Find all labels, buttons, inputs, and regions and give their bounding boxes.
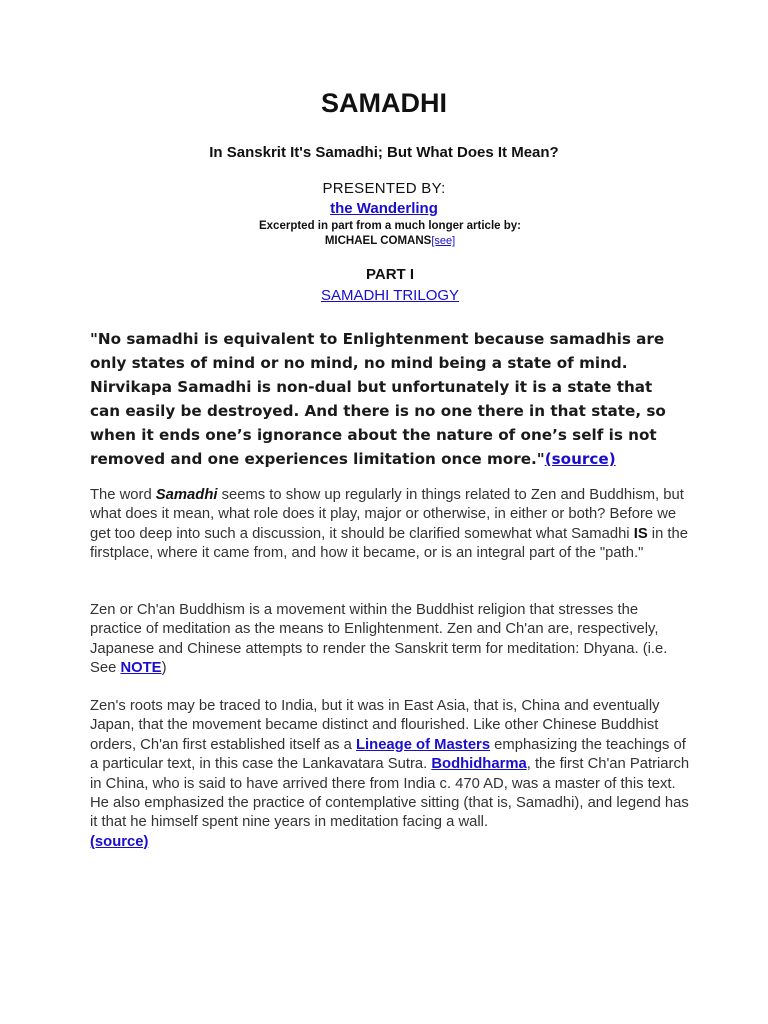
excerpt-line: Excerpted in part from a much longer article by: (258, 220, 521, 232)
bodhidharma-link[interactable]: Bodhidharma (431, 756, 527, 773)
author-link[interactable]: the Wanderling (330, 200, 438, 217)
p1-middle: seems to show up regularly in things related to Zen and Buddhism, but what does it mean, what role does it play, major or otherwise, in either or both? Before we get too deep into such a discussion, it should be clarified somewhat what Samadhi (90, 487, 684, 542)
p2-end: ) (161, 660, 167, 677)
excerpt-note (0, 219, 768, 249)
author-line (0, 200, 768, 217)
p3-source-link[interactable]: (source) (90, 833, 149, 850)
part-heading: PART I (365, 266, 415, 283)
p1-before: The word (90, 487, 156, 503)
paragraph-samadhi-intro (90, 486, 690, 564)
page-subtitle: In Sanskrit It's Samadhi; But What Does It Mean? (209, 144, 559, 161)
p1-term: Samadhi (155, 487, 218, 503)
see-link[interactable]: [see] (431, 235, 456, 247)
paragraph-zen-roots (90, 697, 690, 852)
block-quote (90, 327, 680, 471)
excerpt-author: MICHAEL COMANS (324, 235, 432, 247)
p1-after: in the firstplace, where it came from, and how it became, or is an integral part of the "path." (90, 525, 688, 562)
trilogy-line (0, 287, 768, 304)
page-title: SAMADHI (321, 88, 447, 118)
lineage-link[interactable]: Lineage of Masters (356, 736, 491, 753)
quote-text: "No samadhi is equivalent to Enlightenment because samadhis are only states of mind or no mind, no mind being a state of mind. Nirvikapa Samadhi is non-dual but unfortunately it is a state that can easily be destroyed. And there is no one there in that state, so when it ends one’s ignorance about the nature of one’s self is not removed and one experiences limitation once more." (90, 330, 666, 468)
p1-emphasis: IS (633, 525, 648, 542)
excerpt-author-line (0, 234, 768, 249)
trilogy-link[interactable]: SAMADHI TRILOGY (320, 287, 460, 304)
note-link[interactable]: NOTE (120, 660, 162, 677)
presented-by-label: PRESENTED BY: (322, 180, 446, 197)
p3-middle: emphasizing the teachings of a particular text, in this case the Lankavatara Sutra. (90, 736, 686, 773)
paragraph-zen-definition (90, 601, 690, 679)
quote-source-link[interactable]: (source) (544, 450, 616, 468)
p3-after: , the first Ch'an Patriarch in China, who is said to have arrived there from India c. 470 AD, was a master of this text. He also emphasized the practice of contemplative sitting (that is, Samadhi), and legend has it that he himself spent nine years in meditation facing a wall. (90, 756, 690, 831)
p2-text: Zen or Ch'an Buddhism is a movement within the Buddhist religion that stresses the practice of meditation as the means to Enlightenment. Zen and Ch'an are, respectively, Japanese and Chinese attempts to render the Sanskrit term for meditation: Dhyana. (i.e. See (90, 602, 668, 677)
p3-before: Zen's roots may be traced to India, but it was in East Asia, that is, China and eventually Japan, that the movement became distinct and flourished. Like other Chinese Buddhist orders, Ch'an first established itself as a (90, 698, 660, 753)
